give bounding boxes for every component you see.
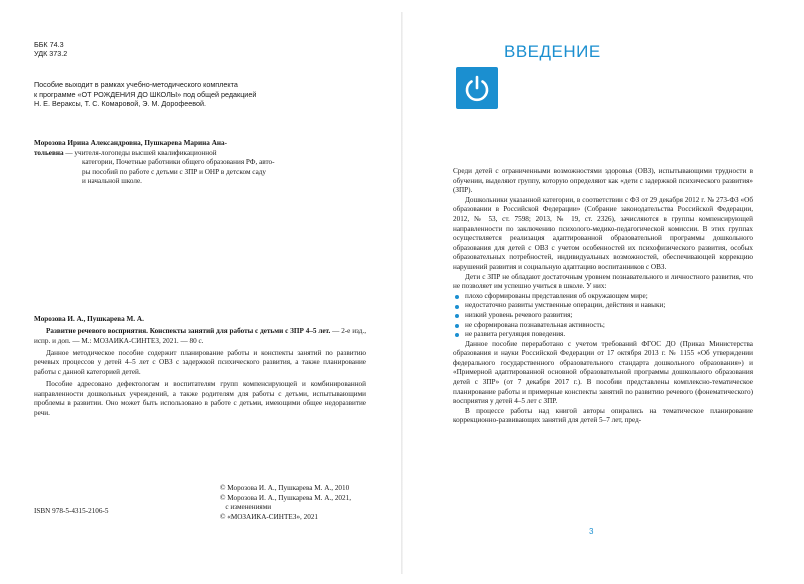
bibliographic-record [34, 315, 366, 421]
authors-description: — учителя-логопеды высшей квалификационной [63, 148, 217, 157]
copyright-line: © Морозова И. А., Пушкарева М. А., 2010 [220, 484, 350, 492]
series-note-line: Н. Е. Веракcы, Т. С. Комаровой, Э. М. Дорофеевой. [34, 99, 207, 109]
series-note-line: Пособие выходит в рамках учебно-методического комплекта [34, 80, 238, 89]
list-item: не развита регуляция поведения. [453, 330, 753, 340]
power-button-icon [456, 67, 498, 109]
bib-edition: — 2-е изд., испр. и доп. — М.: МОЗАИКА-СИНТЕЗ, 2021. — 80 с. [34, 327, 366, 345]
authors-names-cont: тольевна [34, 148, 64, 157]
copyright-line: © Морозова И. А., Пушкарева М. А., 2021, [220, 493, 351, 502]
section-title: ВВЕДЕНИЕ [504, 42, 601, 61]
classification-codes [34, 40, 67, 59]
copyright-line: © «МОЗАИКА-СИНТЕЗ», 2021 [220, 512, 319, 521]
list-item: недостаточно развиты умственные операции, действия и навыки; [453, 301, 753, 311]
series-note [34, 80, 334, 109]
copyright-block [220, 484, 380, 522]
series-note-line: к программе «ОТ РОЖДЕНИЯ ДО ШКОЛЫ» под общей редакцией [34, 89, 257, 99]
list-item: низкий уровень речевого развития; [453, 311, 753, 321]
annotation-paragraph: Пособие адресовано дефектологам и воспитателям групп компенсирующей и комбинированной направленности дошкольных учреждений, а также родителям для работы с детьми, испытывающими проблемы в развитии. Оно может быть использовано в работе с детьми, имеющими общее недоразвитие речи. [34, 380, 366, 417]
intro-paragraph: Данное пособие переработано с учетом требований ФГОС ДО (Приказ Министерства образования и науки Российской Федерации от 17 октября 2013 г. № 1155 «Об утверждении федерального государственного образовательного стандарта дошкольного образования») и «Примерной адаптированной основной образовательной программы дошкольного образования детей с ЗПР» (от 7 декабря 2017 г.). В пособии представлены комплексно-тематическое планирование работы и примерные конспекты занятий по развитию речевого (фонематического) восприятия у детей 4–5 лет с ЗПР. [453, 339, 753, 406]
authors-names: Морозова Ирина Александровна, Пушкарева Марина Ана- [34, 139, 228, 147]
authors-description: и начальной школе. [82, 177, 142, 186]
bib-authors: Морозова И. А., Пушкарева М. А. [34, 315, 144, 323]
copyright-line: с изменениями [220, 503, 272, 512]
list-item: плохо сформированы представления об окружающем мире; [453, 292, 753, 302]
authors-description: категории, Почетные работники общего образования РФ, авто- [82, 158, 275, 167]
bib-title: Развитие речевого восприятия. Конспекты занятий для работы с детьми с ЗПР 4–5 лет. [46, 327, 331, 336]
intro-paragraph: Среди детей с ограниченными возможностями здоровья (ОВЗ), испытывающими трудности в обучении, выделяют группу, которую определяют как «дети с задержкой психического развития» (ЗПР). [453, 167, 753, 195]
symptoms-list [453, 292, 753, 340]
annotation-paragraph: Данное методическое пособие содержит планирование работы и конспекты занятий по развитию речевых процессов у детей 4–5 лет с ОВЗ с задержкой психического развития, а также планирование работы с данной категорией детей. [34, 348, 366, 376]
bbk-code: ББК 74.3 [34, 40, 64, 49]
list-item: не сформирована познавательная активность; [453, 321, 753, 331]
intro-paragraph: В процессе работы над книгой авторы опирались на тематическое планирование коррекционно-развивающих занятий для детей 5–7 лет, пред- [453, 406, 753, 425]
intro-body [453, 167, 753, 426]
intro-paragraph: Дошкольники указанной категории, в соответствии с ФЗ от 29 декабря 2012 г. № 273-ФЗ «Об образовании в Российской Федерации» (Собрание законодательства Российской Федерации, 2012, № 53, ст. 7598; 2013, № 19, ст. 2326), зачисляются в группы компенсирующей направленности по заключению психолого-медико-педагогической комиссии. В этих группах осуществляется реализация адаптированной образовательной программы дошкольного образования для детей с ОВЗ с учетом особенностей их психофизического развития, особых образовательных потребностей, индивидуальных возможностей, обеспечивающей коррекцию нарушений развития и социальную адаптацию воспитанников с ОВЗ. [453, 195, 753, 271]
authors-description: ры пособий по работе с детьми с ЗПР и ОНР в детском саду [82, 167, 267, 176]
isbn: ISBN 978-5-4315-2106-5 [34, 507, 109, 515]
authors-block [34, 139, 354, 187]
page-number: 3 [589, 527, 594, 536]
udk-code: УДК 373.2 [34, 49, 68, 59]
intro-paragraph: Дети с ЗПР не обладают достаточным уровнем познавательного и личностного развития, что не позволяет им успешно учиться в школе. У них: [453, 272, 753, 291]
